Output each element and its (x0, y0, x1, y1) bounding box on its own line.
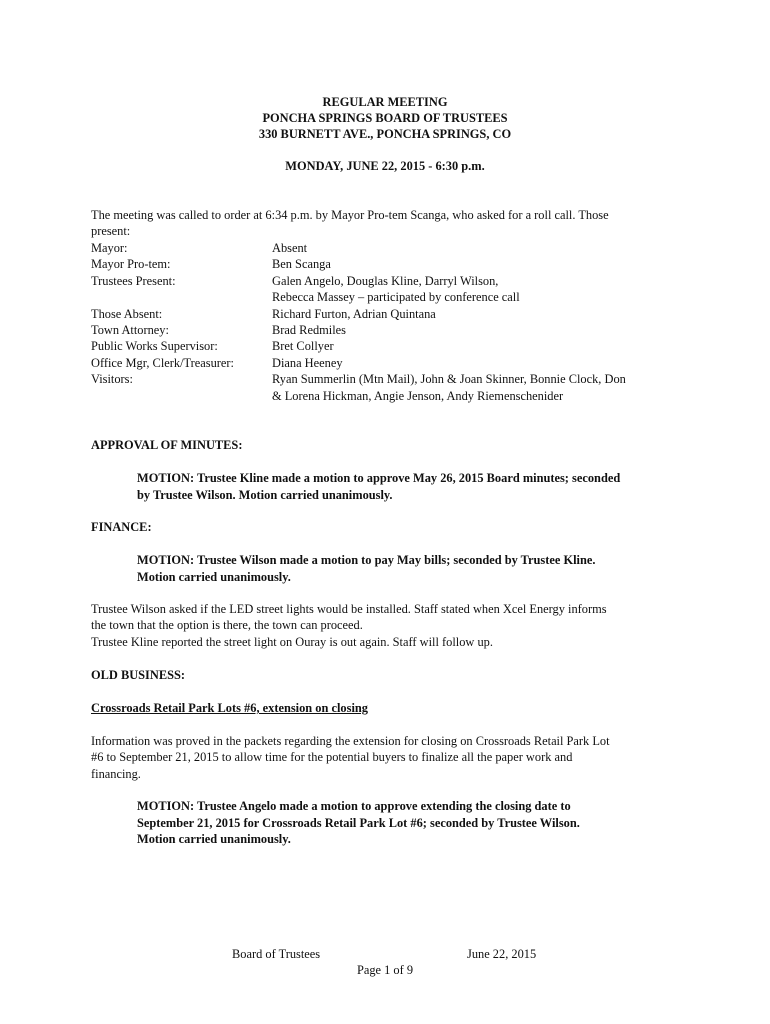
roster-row (91, 338, 691, 354)
roster-label: Mayor: (91, 241, 128, 255)
motion-line: Motion carried unanimously. (137, 569, 291, 584)
roster-row (91, 371, 691, 404)
roster-label: Visitors: (91, 372, 133, 387)
roster-value: & Lorena Hickman, Angie Jenson, Andy Riemenschenider (272, 388, 564, 403)
old-business-paragraph (91, 733, 691, 782)
roster-label: Office Mgr, Clerk/Treasurer: (91, 355, 234, 370)
footer-date: June 22, 2015 (467, 947, 537, 961)
section-heading-finance: FINANCE: (91, 520, 152, 534)
roster-value: Galen Angelo, Douglas Kline, Darryl Wilson, (272, 273, 499, 288)
motion-line: MOTION: Trustee Wilson made a motion to pay May bills; seconded by Trustee Kline. (137, 553, 596, 567)
meeting-address: 330 BURNETT AVE., PONCHA SPRINGS, CO (258, 127, 512, 141)
roster-label: Trustees Present: (91, 273, 176, 288)
agenda-item-title: Crossroads Retail Park Lots #6, extension on closing (91, 701, 368, 715)
motion-finance (137, 552, 672, 585)
roster-value: Richard Furton, Adrian Quintana (272, 306, 436, 321)
finance-paragraph (91, 601, 691, 650)
intro-line: present: (91, 224, 131, 239)
motion-line: September 21, 2015 for Crossroads Retail Park Lot #6; seconded by Trustee Wilson. (137, 815, 580, 830)
motion-old-business (137, 798, 672, 848)
call-to-order (91, 207, 691, 240)
motion-minutes (137, 470, 672, 503)
footer-board-name: Board of Trustees (232, 947, 321, 961)
roster-value: Absent (272, 241, 308, 255)
roster-row (91, 273, 691, 306)
roster-value: Rebecca Massey – participated by conference call (272, 290, 520, 305)
roster-row (91, 306, 691, 322)
meeting-date: MONDAY, JUNE 22, 2015 - 6:30 p.m. (285, 159, 485, 173)
paragraph-line: #6 to September 21, 2015 to allow time for the potential buyers to finalize all the paper work and (91, 750, 573, 765)
document-header (0, 94, 770, 174)
attendance-roster (91, 240, 691, 404)
roster-value: Bret Collyer (272, 339, 334, 354)
section-heading-old-business: OLD BUSINESS: (91, 668, 185, 682)
roster-value: Diana Heeney (272, 355, 343, 370)
roster-row (91, 322, 691, 338)
paragraph-line: the town that the option is there, the town can proceed. (91, 618, 363, 633)
section-heading-minutes: APPROVAL OF MINUTES: (91, 438, 243, 452)
motion-line: Motion carried unanimously. (137, 832, 291, 847)
roster-value: Brad Redmiles (272, 323, 346, 338)
meeting-type: REGULAR MEETING (322, 95, 448, 109)
motion-line: MOTION: Trustee Angelo made a motion to approve extending the closing date to (137, 799, 571, 813)
roster-row (91, 355, 691, 371)
paragraph-line: Information was proved in the packets regarding the extension for closing on Crossroads Retail Park Lot (91, 734, 610, 748)
roster-label: Those Absent: (91, 306, 163, 321)
roster-value: Ryan Summerlin (Mtn Mail), John & Joan Skinner, Bonnie Clock, Don (272, 372, 626, 387)
motion-line: by Trustee Wilson. Motion carried unanimously. (137, 487, 393, 502)
roster-value: Ben Scanga (272, 257, 331, 272)
roster-row (91, 240, 691, 256)
intro-line: The meeting was called to order at 6:34 p.m. by Mayor Pro-tem Scanga, who asked for a roll call. Those (91, 208, 609, 222)
paragraph-line: financing. (91, 766, 141, 781)
page-number: Page 1 of 9 (356, 963, 414, 977)
roster-label: Mayor Pro-tem: (91, 257, 171, 272)
paragraph-line: Trustee Kline reported the street light on Ouray is out again. Staff will follow up. (91, 634, 493, 649)
roster-label: Public Works Supervisor: (91, 339, 218, 354)
paragraph-line: Trustee Wilson asked if the LED street lights would be installed. Staff stated when Xcel Energy informs (91, 602, 607, 616)
motion-line: MOTION: Trustee Kline made a motion to approve May 26, 2015 Board minutes; seconded (137, 471, 621, 485)
roster-label: Town Attorney: (91, 323, 169, 338)
roster-row (91, 256, 691, 272)
board-name: PONCHA SPRINGS BOARD OF TRUSTEES (262, 111, 508, 125)
